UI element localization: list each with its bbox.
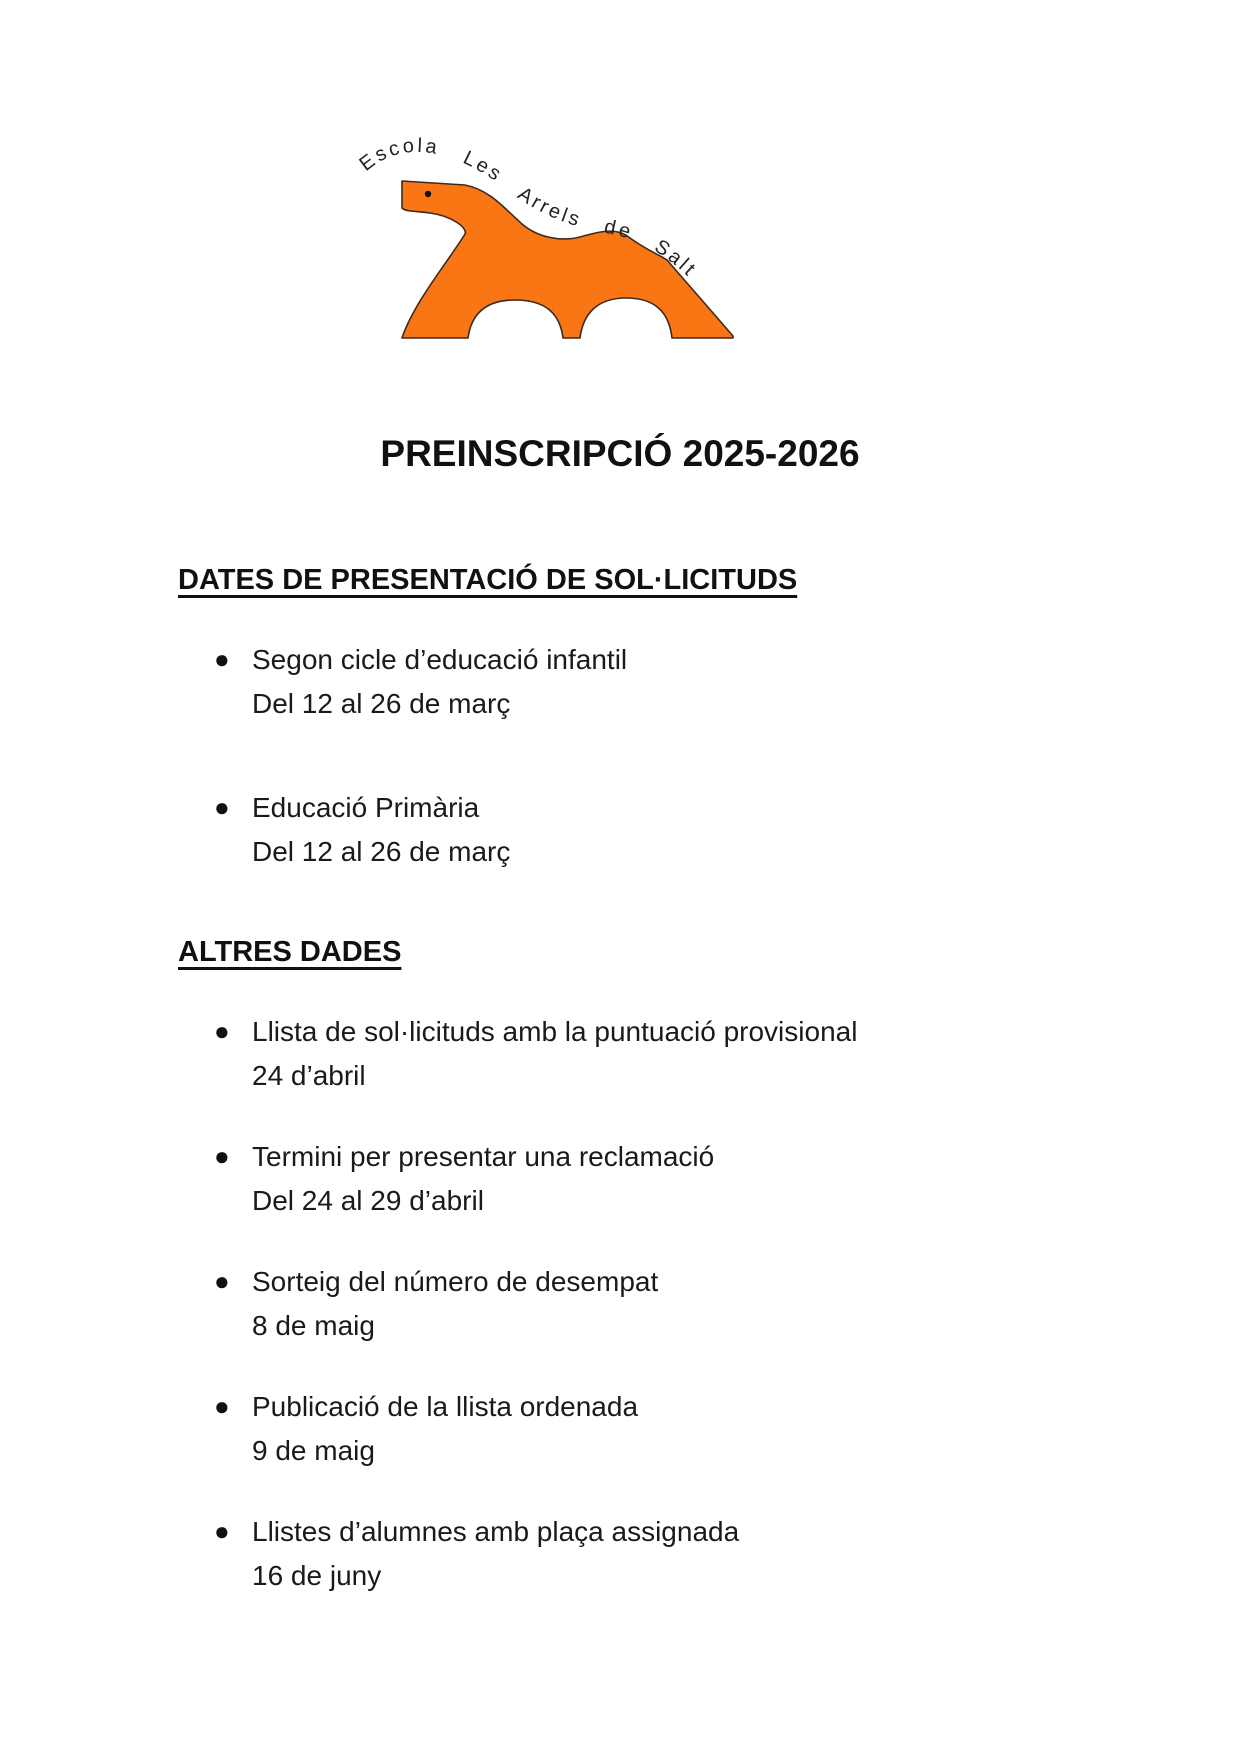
section-heading: ALTRES DADES bbox=[178, 936, 402, 968]
item-label: Publicació de la llista ordenada bbox=[252, 1391, 639, 1422]
item-label: Llistes d’alumnes amb plaça assignada bbox=[252, 1516, 740, 1547]
list-item bbox=[178, 1135, 1078, 1223]
section-heading: DATES DE PRESENTACIÓ DE SOL·LICITUDS bbox=[178, 564, 798, 596]
item-label: Segon cicle d’educació infantil bbox=[252, 644, 628, 675]
bullet-icon: ● bbox=[214, 1516, 230, 1546]
bullet-list bbox=[178, 1010, 1078, 1598]
list-item bbox=[178, 1510, 1078, 1598]
school-logo bbox=[352, 124, 752, 344]
logo-eye-dot bbox=[425, 191, 431, 197]
list-item bbox=[178, 786, 1078, 874]
bullet-icon: ● bbox=[214, 1266, 230, 1296]
bullet-icon: ● bbox=[214, 1016, 230, 1046]
bullet-list bbox=[178, 638, 1078, 874]
item-date: 16 de juny bbox=[252, 1560, 382, 1591]
item-label: Sorteig del número de desempat bbox=[252, 1266, 659, 1297]
list-item bbox=[178, 1010, 1078, 1098]
bullet-icon: ● bbox=[214, 1391, 230, 1421]
item-label: Termini per presentar una reclamació bbox=[252, 1141, 715, 1172]
item-date: 8 de maig bbox=[252, 1310, 375, 1341]
section-altres-dades bbox=[178, 932, 1078, 1635]
bullet-icon: ● bbox=[214, 644, 230, 674]
section-dates-presentacio bbox=[178, 560, 1078, 934]
list-item bbox=[178, 638, 1078, 726]
item-label: Educació Primària bbox=[252, 792, 480, 823]
logo-curved-text: Escola Les Arrels de Salt bbox=[355, 134, 702, 282]
bullet-icon: ● bbox=[214, 792, 230, 822]
item-date: Del 24 al 29 d’abril bbox=[252, 1185, 484, 1216]
item-date: Del 12 al 26 de març bbox=[252, 688, 511, 719]
list-item bbox=[178, 1385, 1078, 1473]
item-date: 24 d’abril bbox=[252, 1060, 366, 1091]
bullet-icon: ● bbox=[214, 1141, 230, 1171]
item-date: Del 12 al 26 de març bbox=[252, 836, 511, 867]
item-date: 9 de maig bbox=[252, 1435, 375, 1466]
list-item bbox=[178, 1260, 1078, 1348]
page-title: PREINSCRIPCIÓ 2025-2026 bbox=[380, 433, 860, 474]
item-label: Llista de sol·licituds amb la puntuació provisional bbox=[252, 1016, 858, 1047]
